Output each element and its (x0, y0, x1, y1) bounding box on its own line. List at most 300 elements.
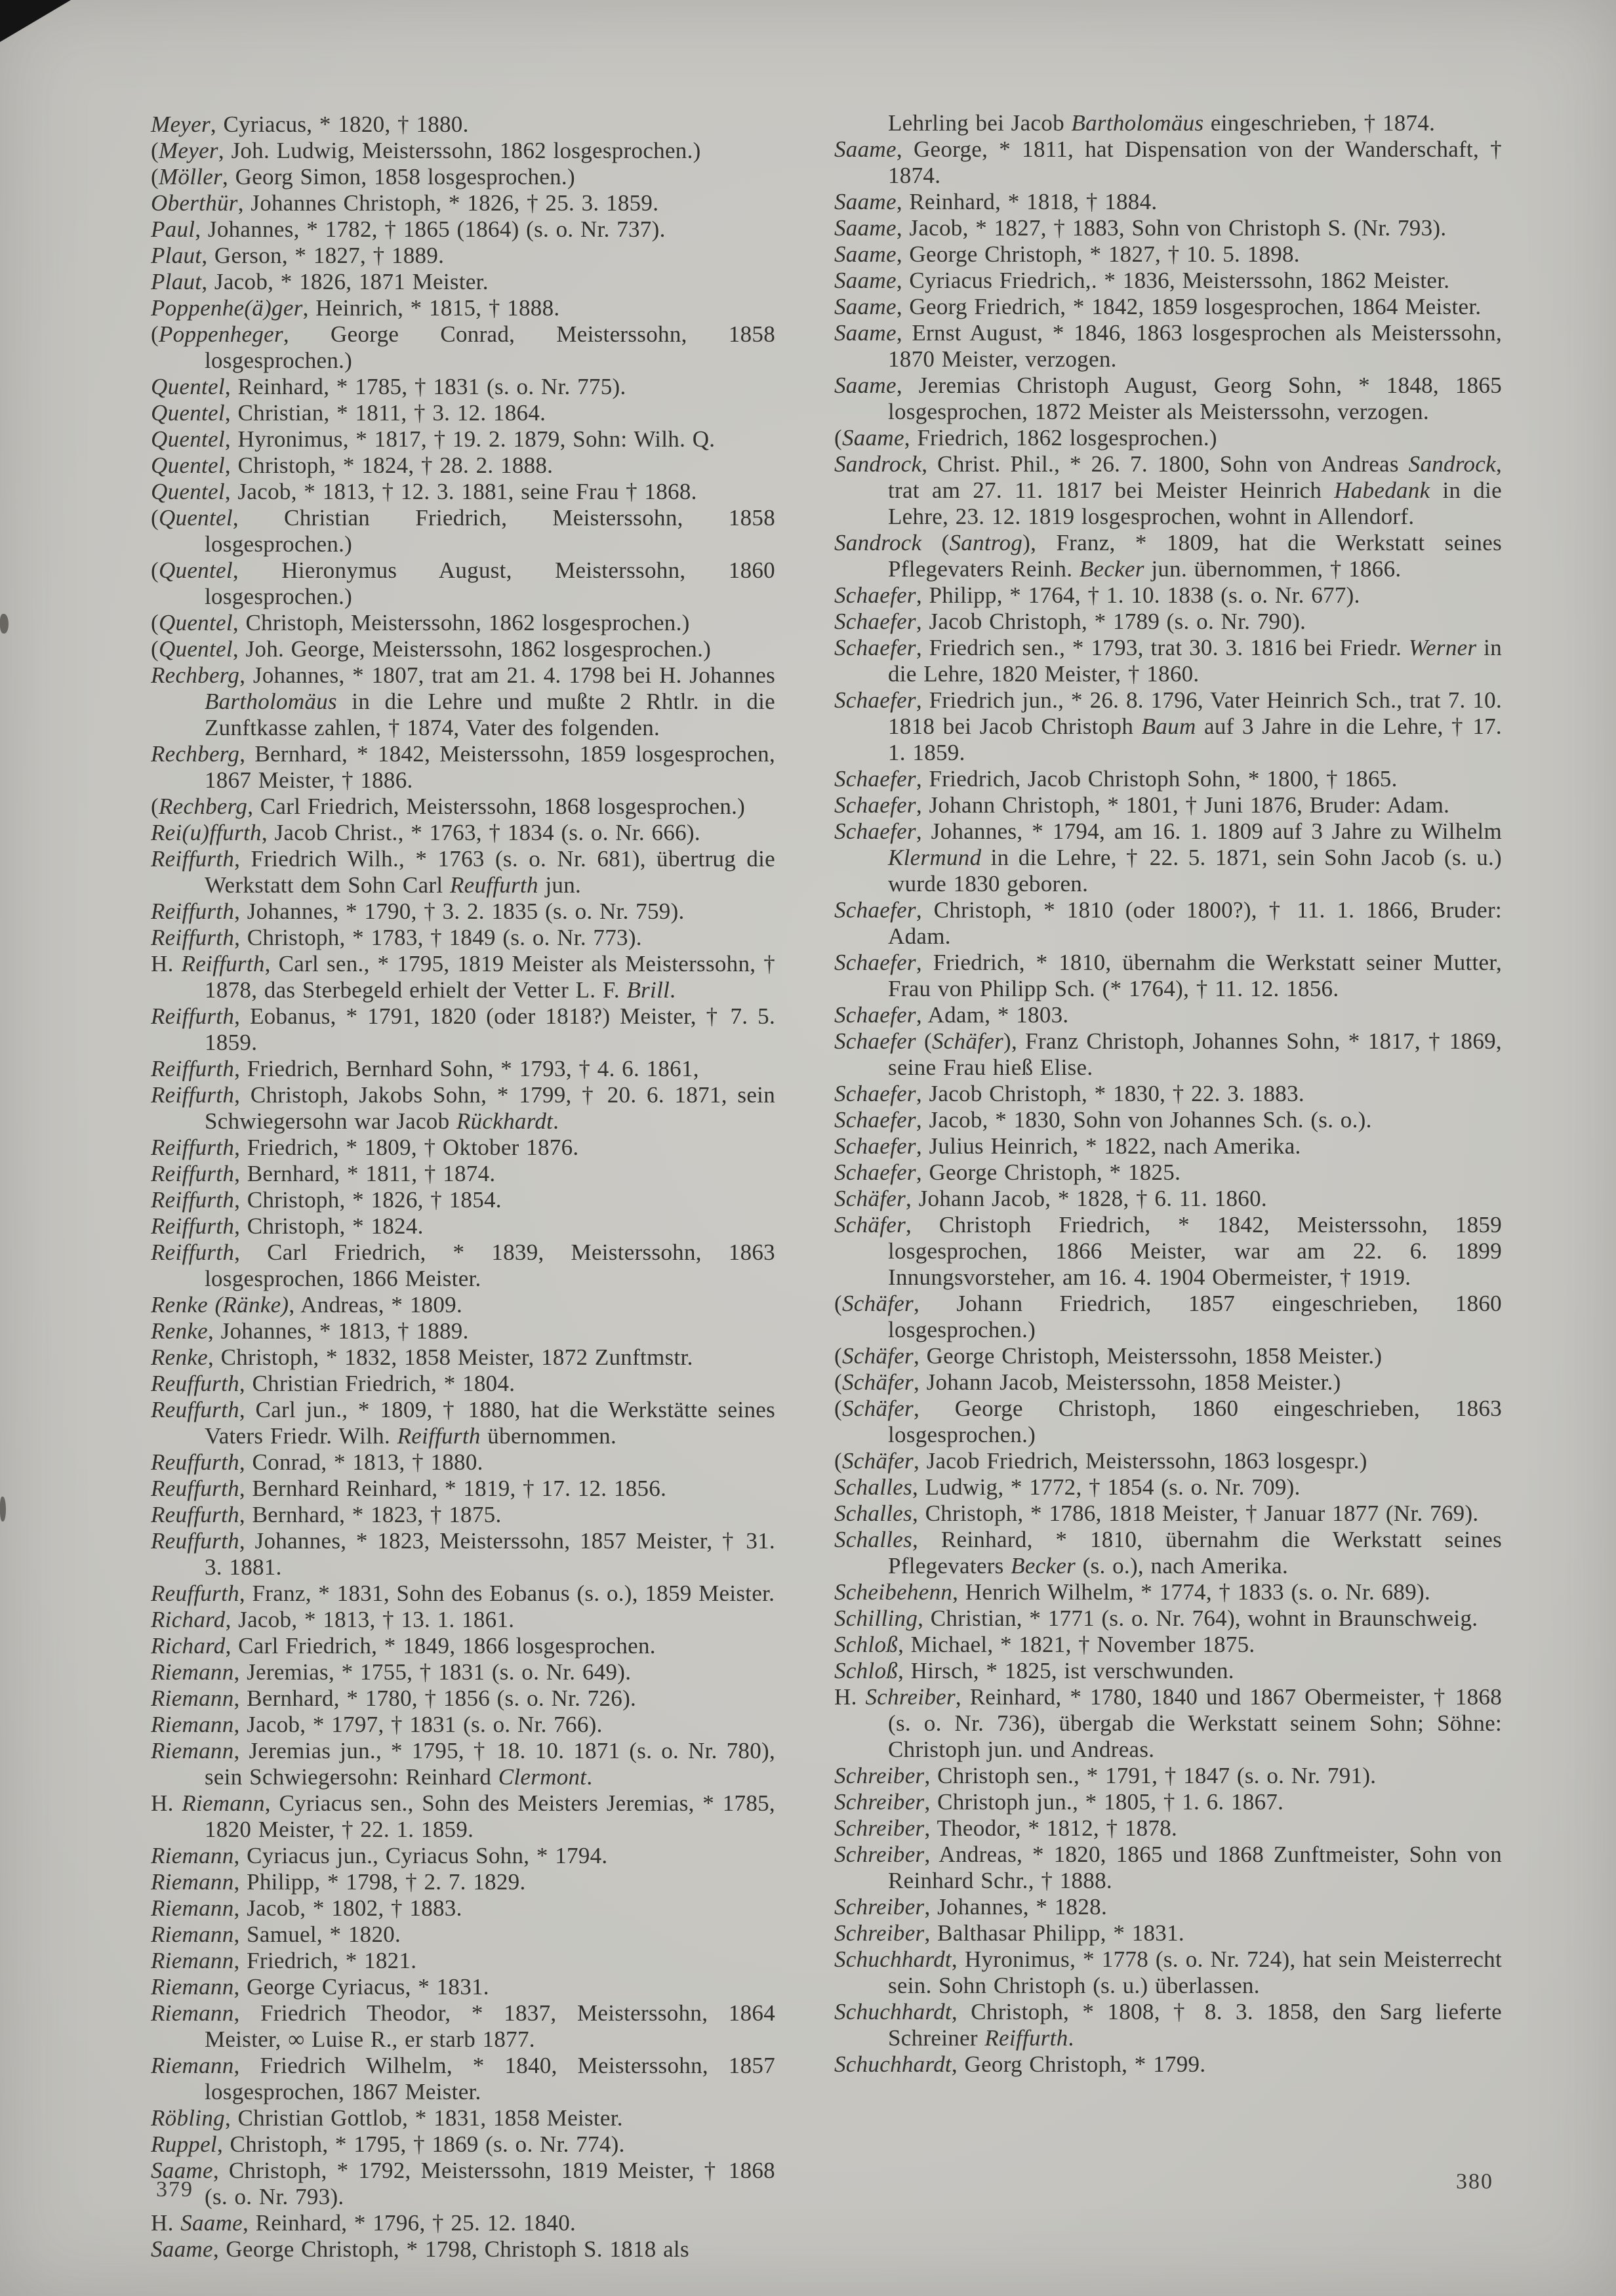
entry-text: , Heinrich, * 1815, † 1888. (302, 295, 560, 321)
entry-text: in die Lehre, 23. 12. 1819 losgesprochen, wohnt in Allendorf. (888, 477, 1502, 529)
surname-italic: Poppenheger (158, 321, 283, 347)
entry-text: ( (834, 1448, 842, 1474)
surname-italic: Riemann (182, 1790, 265, 1816)
surname-italic: Renke (Ränke) (151, 1292, 289, 1318)
entry-text: , Christoph sen., * 1791, † 1847 (s. o. Nr. 791). (924, 1763, 1377, 1788)
entry-text: , Friedrich, * 1810, übernahm die Werkstatt seiner Mutter, Frau von Philipp Sch. (* 1764), † 11. 12. 1856. (888, 950, 1502, 1001)
entry-text: , Johannes, * 1813, † 1889. (207, 1318, 469, 1344)
surname-italic: Scheibehenn (834, 1579, 953, 1605)
entry-text: , Friedrich, * 1809, † Oktober 1876. (234, 1135, 579, 1160)
entry-text: , Carl Friedrich, Meisterssohn, 1868 losgesprochen.) (247, 794, 746, 819)
entry-text: , Carl Friedrich, * 1849, 1866 losgesprochen. (225, 1633, 656, 1659)
register-entry (151, 636, 775, 662)
surname-italic: Santrog (949, 530, 1023, 555)
register-entry (151, 190, 775, 216)
register-entry (834, 1107, 1502, 1133)
register-entry (151, 1187, 775, 1213)
entry-text: ( (834, 1396, 842, 1421)
register-entry (151, 426, 775, 453)
entry-text: . (1068, 2025, 1074, 2051)
surname-italic: Schaefer (834, 897, 916, 923)
entry-text: , Adam, * 1803. (916, 1002, 1069, 1028)
surname-italic: Reuffurth (151, 1397, 239, 1422)
entry-text: , Philipp, * 1798, † 2. 7. 1829. (233, 1869, 526, 1895)
register-entry (151, 1685, 775, 1712)
surname-italic: Schreiber (834, 1815, 925, 1841)
surname-italic: Quentel (151, 374, 225, 399)
entry-text: jun. übernommen, † 1866. (1144, 556, 1402, 582)
register-entry (834, 1002, 1502, 1028)
scan-smudge (0, 614, 9, 634)
register-entry (834, 766, 1502, 792)
entry-text: , George Cyriacus, * 1831. (233, 1974, 489, 2000)
register-entry (151, 2000, 775, 2053)
surname-italic: Quentel (158, 636, 233, 662)
surname-italic: Rechberg (158, 794, 248, 819)
surname-italic: Bartholomäus (205, 689, 337, 714)
entry-text: , Christoph, * 1824. (234, 1213, 424, 1239)
surname-italic: Klermund (888, 845, 982, 870)
surname-italic: Quentel (151, 453, 225, 478)
surname-italic: Reuffurth (151, 1581, 239, 1606)
register-entry (834, 1894, 1502, 1920)
entry-text: , Georg Friedrich, * 1842, 1859 losgesprochen, 1864 Meister. (896, 294, 1482, 319)
entry-text: , Ludwig, * 1772, † 1854 (s. o. Nr. 709). (912, 1474, 1301, 1500)
entry-text: , Jacob, * 1830, Sohn von Johannes Sch. (s. o.). (916, 1107, 1372, 1133)
register-entry (834, 1343, 1502, 1369)
surname-italic: Riemann (151, 1843, 234, 1868)
entry-text: ( (151, 557, 159, 583)
register-entry (834, 687, 1502, 766)
entry-text: , Christ. Phil., * 26. 7. 1800, Sohn von Andreas (921, 451, 1409, 477)
entry-text: , Cyriacus jun., Cyriacus Sohn, * 1794. (233, 1843, 608, 1868)
surname-italic: Baum (1141, 714, 1196, 739)
entry-text: , Reinhard, * 1785, † 1831 (s. o. Nr. 775). (224, 374, 626, 399)
register-entry (151, 1659, 775, 1685)
surname-italic: Schloß (834, 1632, 899, 1657)
surname-italic: Riemann (151, 1974, 234, 2000)
entry-text: , Reinhard, * 1810, übernahm die Werkstatt seines Pflegevaters (888, 1527, 1502, 1579)
entry-text: , Johannes, * 1782, † 1865 (1864) (s. o. Nr. 737). (195, 216, 666, 242)
entry-text: , Johannes, * 1823, Meisterssohn, 1857 Meister, † 31. 3. 1881. (205, 1528, 775, 1580)
register-entry (834, 1396, 1502, 1448)
surname-italic: Schäfer (834, 1212, 906, 1238)
entry-text: H. (834, 1684, 866, 1710)
surname-italic: Reiffurth (151, 1056, 235, 1081)
surname-italic: Becker (1011, 1553, 1076, 1579)
surname-italic: Reiffurth (151, 1187, 235, 1213)
surname-italic: Schaefer (834, 766, 916, 792)
entry-text: ( (151, 636, 159, 662)
surname-italic: Schilling (834, 1605, 918, 1631)
entry-text: , Georg Simon, 1858 losgesprochen.) (222, 164, 575, 190)
entry-text: , Johannes Christoph, * 1826, † 25. 3. 1859. (237, 190, 659, 216)
entry-text: , Christoph, * 1826, † 1854. (234, 1187, 502, 1213)
register-entry (834, 268, 1502, 294)
register-entry (151, 111, 775, 138)
surname-italic: Saame (834, 136, 897, 162)
surname-italic: Becker (1079, 556, 1144, 582)
surname-italic: Sandrock (834, 451, 922, 477)
register-entry (151, 741, 775, 794)
register-entry (834, 1842, 1502, 1894)
register-entry (151, 1292, 775, 1318)
surname-italic: Riemann (151, 1895, 234, 1921)
surname-italic: Clermont (498, 1764, 587, 1790)
entry-text: (s. o.), nach Amerika. (1076, 1553, 1289, 1579)
surname-italic: Quentel (158, 610, 233, 635)
surname-italic: Renke (151, 1344, 208, 1370)
entry-text: , Samuel, * 1820. (233, 1922, 401, 1947)
entry-text: , Franz, * 1831, Sohn des Eobanus (s. o.), 1859 Meister. (239, 1581, 775, 1606)
register-entry (151, 1397, 775, 1449)
entry-text: , Jacob, * 1797, † 1831 (s. o. Nr. 766). (233, 1712, 603, 1737)
surname-italic: Schreiber (865, 1684, 956, 1710)
register-entry-continuation (834, 110, 1502, 136)
entry-text: , George Christoph, * 1798, Christoph S. 1818 als (212, 2236, 689, 2262)
surname-italic: Reiffurth (151, 1082, 235, 1108)
entry-text: , Reinhard, * 1818, † 1884. (896, 189, 1158, 214)
register-entry (151, 610, 775, 636)
register-entry (151, 2131, 775, 2158)
register-entry (151, 374, 775, 400)
register-entry (151, 1371, 775, 1397)
surname-italic: Quentel (158, 557, 233, 583)
scan-corner-artifact (0, 0, 71, 42)
surname-italic: Paul (151, 216, 195, 242)
entry-text: , Christoph, * 1808, † 8. 3. 1858, den Sarg lieferte Schreiner (888, 1999, 1502, 2051)
register-entry (151, 1318, 775, 1344)
surname-italic: Schaefer (834, 609, 916, 634)
surname-italic: Schäfer (841, 1369, 914, 1395)
surname-italic: Rechberg (151, 662, 240, 688)
entry-text: ( (916, 1028, 932, 1054)
entry-text: , Jacob Friedrich, Meisterssohn, 1863 losgespr.) (913, 1448, 1367, 1474)
entry-text: . (670, 977, 676, 1003)
surname-italic: Riemann (151, 1712, 234, 1737)
entry-text: ( (151, 164, 159, 190)
entry-text: , Gerson, * 1827, † 1889. (201, 243, 445, 268)
surname-italic: Schalles (834, 1500, 913, 1526)
register-entry (151, 1581, 775, 1607)
entry-text: , Jacob, * 1826, 1871 Meister. (201, 269, 489, 294)
register-entry (151, 453, 775, 479)
entry-text: , Bernhard, * 1780, † 1856 (s. o. Nr. 726). (233, 1685, 637, 1711)
entry-text: , Friedrich sen., * 1793, trat 30. 3. 1816 bei Friedr. (916, 635, 1409, 660)
register-entry (151, 1738, 775, 1790)
surname-italic: Saame (834, 294, 897, 319)
entry-text: , Christoph, * 1795, † 1869 (s. o. Nr. 774). (216, 2131, 625, 2157)
surname-italic: Reiffurth (151, 1135, 235, 1160)
entry-text: H. (151, 2210, 181, 2236)
surname-italic: Schreiber (834, 1842, 925, 1867)
entry-text: , Friedrich Theodor, * 1837, Meisterssohn, 1864 Meister, ∞ Luise R., er starb 1877. (205, 2000, 775, 2052)
register-entry (834, 1920, 1502, 1946)
register-entry (151, 505, 775, 557)
entry-text: , Friedrich, Jacob Christoph Sohn, * 1800, † 1865. (916, 766, 1398, 792)
entry-text: ( (921, 530, 950, 555)
register-entry (834, 320, 1502, 373)
surname-italic: Reuffurth (151, 1476, 239, 1501)
surname-italic: Quentel (151, 426, 225, 452)
surname-italic: Quentel (151, 400, 225, 426)
left-column (151, 111, 775, 2263)
register-entry (834, 1291, 1502, 1343)
surname-italic: Reiffurth (151, 925, 235, 950)
register-entry (834, 1028, 1502, 1081)
entry-text: , Conrad, * 1813, † 1880. (239, 1449, 483, 1475)
entry-text: , trat am 27. 11. 1817 bei Meister Heinrich (888, 451, 1502, 503)
register-entry (151, 557, 775, 610)
register-entry (834, 530, 1502, 582)
entry-text: H. (151, 1790, 182, 1816)
entry-text: , Cyriacus, * 1820, † 1880. (210, 111, 469, 137)
register-entry (834, 818, 1502, 897)
entry-text: jun. (538, 872, 582, 898)
surname-italic: Saame (151, 2158, 213, 2183)
entry-text: , Johannes, * 1794, am 16. 1. 1809 auf 3 Jahre zu Wilhelm (916, 818, 1502, 844)
register-entry (151, 1449, 775, 1476)
entry-text: , Bernhard, * 1842, Meisterssohn, 1859 losgesprochen, 1867 Meister, † 1886. (205, 741, 775, 793)
entry-text: , Hyronimus, * 1817, † 19. 2. 1879, Sohn: Wilh. Q. (224, 426, 716, 452)
surname-italic: Saame (834, 189, 897, 214)
surname-italic: Renke (151, 1318, 208, 1344)
entry-text: in die Lehre, 1820 Meister, † 1860. (888, 635, 1503, 687)
scan-smudge (0, 1497, 6, 1521)
surname-italic: Saame (151, 2236, 213, 2262)
surname-italic: Saame (834, 268, 897, 293)
entry-text: , George Conrad, Meisterssohn, 1858 losgesprochen.) (205, 321, 775, 373)
register-entry (834, 215, 1502, 241)
surname-italic: Schäfer (841, 1448, 914, 1474)
surname-italic: Möller (158, 164, 223, 190)
register-entry (834, 1369, 1502, 1396)
surname-italic: Schaefer (834, 1133, 916, 1159)
register-entry (151, 2053, 775, 2105)
register-entry (151, 1974, 775, 2000)
entry-text: , Cyriacus Friedrich,. * 1836, Meisterssohn, 1862 Meister. (896, 268, 1450, 293)
entry-text: , Christoph jun., * 1805, † 1. 6. 1867. (924, 1789, 1284, 1815)
surname-italic: Schloß (834, 1658, 899, 1683)
entry-text: , George Christoph, * 1825. (916, 1159, 1181, 1185)
surname-italic: Sandrock (834, 530, 922, 555)
surname-italic: Schaefer (834, 1159, 916, 1185)
entry-text: ( (151, 138, 159, 163)
entry-text: , Ernst August, * 1846, 1863 losgesprochen als Meisterssohn, 1870 Meister, verzogen. (888, 320, 1502, 372)
register-entry (151, 1843, 775, 1869)
entry-text: , Johannes, * 1790, † 3. 2. 1835 (s. o. Nr. 759). (234, 898, 685, 924)
surname-italic: Reuffurth (151, 1371, 239, 1396)
surname-italic: Schreiber (834, 1789, 925, 1815)
entry-text: , Julius Heinrich, * 1822, nach Amerika. (916, 1133, 1301, 1159)
surname-italic: Brill (626, 977, 670, 1003)
register-entry (834, 451, 1502, 530)
right-column (834, 110, 1502, 2078)
register-entry (834, 1081, 1502, 1107)
surname-italic: Werner (1408, 635, 1477, 660)
entry-text: , Johann Jacob, Meisterssohn, 1858 Meister.) (913, 1369, 1341, 1395)
register-entry (151, 1003, 775, 1056)
entry-text: , Reinhard, * 1780, 1840 und 1867 Obermeister, † 1868 (s. o. Nr. 736), übergab die Werkstatt seinem Sohn; Söhne: Christoph jun. und Andreas. (888, 1684, 1502, 1762)
surname-italic: Reiffurth (151, 1003, 235, 1029)
entry-text: , Johann Friedrich, 1857 eingeschrieben, 1860 losgesprochen.) (888, 1291, 1502, 1342)
register-entry (151, 164, 775, 190)
surname-italic: Meyer (151, 111, 211, 137)
entry-text: , Jacob, * 1813, † 12. 3. 1881, seine Frau † 1868. (224, 479, 697, 504)
register-entry (834, 189, 1502, 215)
surname-italic: Schaefer (834, 792, 916, 818)
register-entry (151, 1082, 775, 1135)
entry-text: , George Christoph, Meisterssohn, 1858 Meister.) (913, 1343, 1383, 1369)
register-entry (834, 582, 1502, 609)
register-entry (151, 269, 775, 295)
entry-text: in die Lehre, † 22. 5. 1871, sein Sohn Jacob (s. u.) wurde 1830 geboren. (888, 845, 1502, 896)
register-entry (151, 1607, 775, 1633)
register-entry (151, 1056, 775, 1082)
entry-text: , Reinhard, * 1796, † 25. 12. 1840. (243, 2210, 576, 2236)
surname-italic: Quentel (151, 479, 225, 504)
surname-italic: Schäfer (841, 1396, 914, 1421)
entry-text: , Friedrich, 1862 losgesprochen.) (904, 425, 1217, 451)
entry-text: , Jeremias Christoph August, Georg Sohn, * 1848, 1865 losgesprochen, 1872 Meister als Meisterssohn, verzogen. (888, 373, 1502, 424)
entry-text: , Johannes, * 1807, trat am 21. 4. 1798 bei H. Johannes (239, 662, 775, 688)
entry-text: , Cyriacus sen., Sohn des Meisters Jeremias, * 1785, 1820 Meister, † 22. 1. 1859. (205, 1790, 775, 1842)
surname-italic: Schreiber (834, 1920, 925, 1946)
register-entry (151, 2210, 775, 2236)
register-entry (151, 216, 775, 243)
register-entry (834, 609, 1502, 635)
register-entry (834, 1763, 1502, 1789)
register-entry (151, 1895, 775, 1922)
register-entry (151, 846, 775, 898)
register-entry (834, 1212, 1502, 1291)
entry-text: . (553, 1108, 559, 1134)
surname-italic: Reiffurth (151, 1161, 235, 1186)
surname-italic: Schaefer (834, 582, 916, 608)
entry-text: , Carl Friedrich, * 1839, Meisterssohn, 1863 losgesprochen, 1866 Meister. (205, 1239, 775, 1291)
entry-text: , Christoph, * 1832, 1858 Meister, 1872 Zunftmstr. (207, 1344, 693, 1370)
register-entry (834, 792, 1502, 818)
register-entry (151, 794, 775, 820)
entry-text: , Bernhard, * 1823, † 1875. (239, 1502, 502, 1527)
entry-text: , Friedrich jun., * 26. 8. 1796, Vater Heinrich Sch., trat 7. 10. 1818 bei Jacob Christoph (888, 687, 1502, 739)
entry-text: übernommen. (480, 1423, 616, 1449)
surname-italic: Schaefer (834, 1081, 916, 1106)
surname-italic: Quentel (158, 505, 233, 531)
entry-text: , Christoph, * 1786, 1818 Meister, † Januar 1877 (Nr. 769). (912, 1500, 1479, 1526)
surname-italic: Reiffurth (151, 1213, 235, 1239)
surname-italic: Rei(u)ffurth (151, 820, 262, 845)
register-entry (151, 138, 775, 164)
surname-italic: Reuffurth (151, 1502, 239, 1527)
entry-text: , Andreas, * 1809. (289, 1292, 462, 1318)
register-entry (834, 373, 1502, 425)
entry-text: , Philipp, * 1764, † 1. 10. 1838 (s. o. Nr. 677). (916, 582, 1360, 608)
register-entry (834, 1133, 1502, 1159)
register-entry (834, 1159, 1502, 1186)
entry-text: , Christian, * 1811, † 3. 12. 1864. (224, 400, 546, 426)
surname-italic: Schäfer (834, 1186, 906, 1211)
surname-italic: Reuffurth (449, 872, 538, 898)
register-entry (834, 1500, 1502, 1527)
surname-italic: Schaefer (834, 1002, 916, 1028)
entry-text: , Christoph, * 1824, † 28. 2. 1888. (224, 453, 554, 478)
surname-italic: Reuffurth (151, 1449, 239, 1475)
surname-italic: Reiffurth (151, 898, 235, 924)
entry-text: , Andreas, * 1820, 1865 und 1868 Zunftmeister, Sohn von Reinhard Schr., † 1888. (888, 1842, 1502, 1893)
entry-text: ( (151, 610, 159, 635)
register-entry (834, 1186, 1502, 1212)
entry-text: , Jeremias, * 1755, † 1831 (s. o. Nr. 649). (233, 1659, 632, 1685)
entry-text: , Christian, * 1771 (s. o. Nr. 764), wohnt in Braunschweig. (918, 1605, 1478, 1631)
surname-italic: Sandrock (1408, 451, 1496, 477)
register-entry (151, 1922, 775, 1948)
entry-text: ( (834, 425, 842, 451)
surname-italic: Schäfer (931, 1028, 1003, 1054)
register-entry (151, 321, 775, 374)
entry-text: , Christoph, Jakobs Sohn, * 1799, † 20. 6. 1871, sein Schwiegersohn war Jacob (205, 1082, 775, 1134)
entry-text: , Johann Jacob, * 1828, † 6. 11. 1860. (906, 1186, 1267, 1211)
register-entry (834, 2051, 1502, 2078)
surname-italic: Riemann (151, 1659, 234, 1685)
entry-text: , Christian Friedrich, * 1804. (239, 1371, 515, 1396)
surname-italic: Riemann (151, 2053, 234, 2078)
surname-italic: Reiffurth (397, 1423, 481, 1449)
register-entry (834, 635, 1502, 687)
entry-text: ( (151, 794, 159, 819)
entry-text: , Jacob Christoph, * 1830, † 22. 3. 1883. (916, 1081, 1304, 1106)
register-entry (151, 2158, 775, 2210)
register-entry (834, 1527, 1502, 1579)
register-entry (834, 1474, 1502, 1500)
register-entry (151, 1135, 775, 1161)
surname-italic: Reuffurth (151, 1528, 239, 1554)
surname-italic: Schuchhardt (834, 2051, 952, 2077)
surname-italic: Schreiber (834, 1894, 925, 1920)
page-number-right: 380 (1456, 2169, 1493, 2194)
surname-italic: Schaefer (834, 818, 916, 844)
surname-italic: Schalles (834, 1474, 913, 1500)
surname-italic: Schaefer (834, 950, 916, 975)
entry-text: , Georg Christoph, * 1799. (951, 2051, 1206, 2077)
surname-italic: Plaut (151, 243, 202, 268)
surname-italic: Saame (180, 2210, 243, 2236)
entry-text: , Jacob, * 1813, † 13. 1. 1861. (225, 1607, 515, 1632)
entry-text: , Friedrich, * 1821. (233, 1948, 417, 1973)
register-entry (834, 1579, 1502, 1605)
surname-italic: Saame (834, 215, 897, 241)
entry-text: ( (834, 1369, 842, 1395)
surname-italic: Plaut (151, 269, 202, 294)
surname-italic: Schalles (834, 1527, 913, 1552)
register-entry (151, 1161, 775, 1187)
register-entry (834, 1605, 1502, 1632)
entry-text: , Hieronymus August, Meisterssohn, 1860 losgesprochen.) (205, 557, 775, 609)
surname-italic: Reiffurth (984, 2025, 1068, 2051)
entry-text: ( (151, 505, 159, 531)
entry-text: Lehrling bei Jacob (888, 110, 1072, 136)
register-entry (834, 1789, 1502, 1815)
entry-text: , Carl jun., * 1809, † 1880, hat die Werkstätte seines Vaters Friedr. Wilh. (205, 1397, 775, 1449)
entry-text: , Eobanus, * 1791, 1820 (oder 1818?) Meister, † 7. 5. 1859. (205, 1003, 775, 1055)
entry-text: , Jeremias jun., * 1795, † 18. 10. 1871 (s. o. Nr. 780), sein Schwiegersohn: Reinhard (205, 1738, 775, 1790)
register-entry (834, 1999, 1502, 2051)
surname-italic: Schäfer (841, 1343, 914, 1369)
entry-text: , George Christoph, * 1827, † 10. 5. 1898. (896, 241, 1300, 267)
entry-text: , Joh. Ludwig, Meisterssohn, 1862 losgesprochen.) (218, 138, 701, 163)
register-entry (151, 1344, 775, 1371)
entry-text: in die Lehre und mußte 2 Rhtlr. in die Zunftkasse zahlen, † 1874, Vater des folgenden. (205, 689, 775, 740)
